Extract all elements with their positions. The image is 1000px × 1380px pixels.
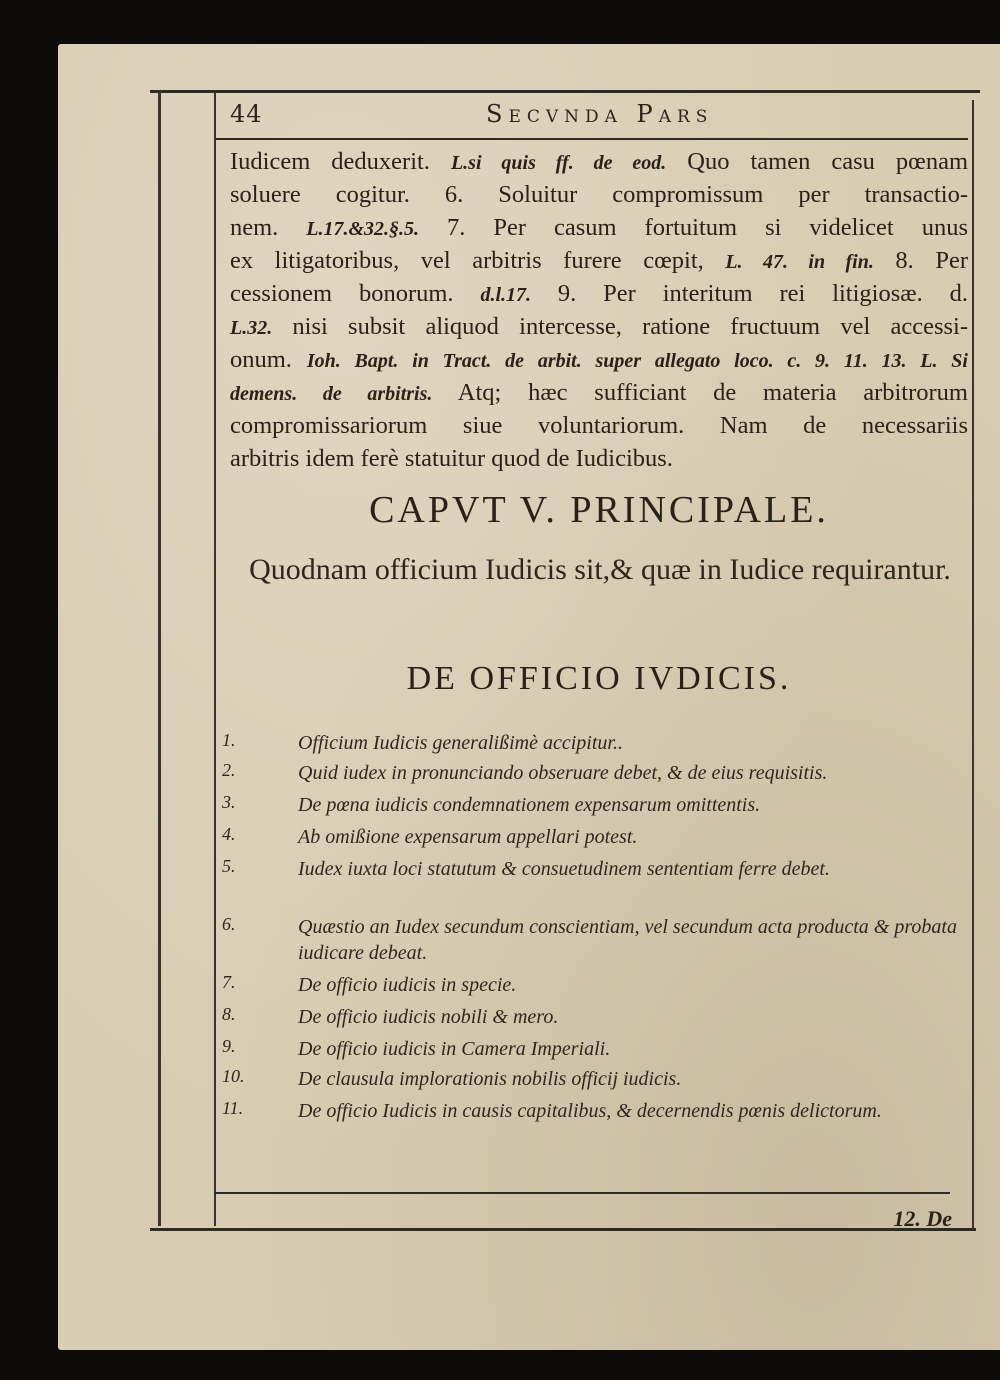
text-line: demens. de arbitris. Atq; hæc sufficiant de materia arbitrorum <box>230 379 968 406</box>
item-text: De officio Iudicis in causis capitalibus, & decernendis pœnis delictorum. <box>298 1100 882 1122</box>
body-paragraph <box>230 146 968 476</box>
item-text: Quæstio an Iudex secundum conscientiam, vel secundum acta producta & probata iudicare debeat. <box>298 916 957 964</box>
item-text: Ab omißione expensarum appellari potest. <box>298 826 638 848</box>
item-text: Officium Iudicis generalißimè accipitur.. <box>298 732 623 754</box>
item-number: 9. <box>222 1036 236 1056</box>
text-line: nem. L.17.&32.§.5. 7. Per casum fortuitum si videlicet unus <box>230 214 968 241</box>
item-text: Quid iudex in pronunciando obseruare debet, & de eius requisitis. <box>298 762 828 784</box>
item-text: Iudex iuxta loci statutum & consuetudinem sententiam ferre debet. <box>298 858 830 880</box>
item-text: De officio iudicis nobili & mero. <box>298 1006 559 1028</box>
text-line: cessionem bonorum. d.l.17. 9. Per interitum rei litigiosæ. d. <box>230 280 968 307</box>
header-rule <box>216 138 968 140</box>
item-number: 3. <box>222 792 236 812</box>
text-line: onum. Ioh. Bapt. in Tract. de arbit. super allegato loco. c. 9. 11. 13. L. Si <box>230 346 968 373</box>
item-number: 2. <box>222 760 236 780</box>
item-number: 5. <box>222 856 236 876</box>
item-text: De officio iudicis in specie. <box>298 974 517 996</box>
item-number: 1. <box>222 730 236 750</box>
text-line: compromissariorum siue voluntariorum. Nam de necessariis <box>230 412 968 439</box>
footer-rule <box>214 1192 950 1194</box>
item-number: 11. <box>222 1098 244 1118</box>
item-text: De officio iudicis in Camera Imperiali. <box>298 1038 611 1060</box>
item-text: De clausula implorationis nobilis officij iudicis. <box>298 1068 682 1090</box>
text-line: arbitris idem ferè statuitur quod de Iudicibus. <box>230 445 673 472</box>
catchword: 12. De <box>893 1206 952 1231</box>
top-border-rule <box>150 90 980 93</box>
section-heading: DE OFFICIO IVDICIS. <box>406 660 792 697</box>
item-number: 4. <box>222 824 236 844</box>
left-border-rule <box>158 92 161 1226</box>
running-title: Secvnda Pars <box>486 100 714 128</box>
page-number: 44 <box>230 100 263 128</box>
item-text: De pœna iudicis condemnationem expensarum omittentis. <box>298 794 761 816</box>
chapter-heading: CAPVT V. PRINCIPALE. <box>369 489 829 531</box>
item-number: 8. <box>222 1004 236 1024</box>
text-line: ex litigatoribus, vel arbitris furere cœpit, L. 47. in fin. 8. Per <box>230 247 968 274</box>
text-line: L.32. nisi subsit aliquod intercesse, ratione fructuum vel accessi- <box>230 313 968 340</box>
item-number: 7. <box>222 972 236 992</box>
right-border-rule <box>972 100 974 1230</box>
text-line: Iudicem deduxerit. L.si quis ff. de eod. Quo tamen casu pœnam <box>230 148 969 175</box>
item-number: 6. <box>222 914 236 934</box>
item-number: 10. <box>222 1066 245 1086</box>
chapter-subtitle: Quodnam officium Iudicis sit,& quæ in Iudice requirantur. <box>249 553 951 586</box>
inner-left-rule <box>214 92 216 1226</box>
text-line: soluere cogitur. 6. Soluitur compromissum per transactio- <box>230 181 968 208</box>
bottom-border-rule <box>150 1228 976 1231</box>
